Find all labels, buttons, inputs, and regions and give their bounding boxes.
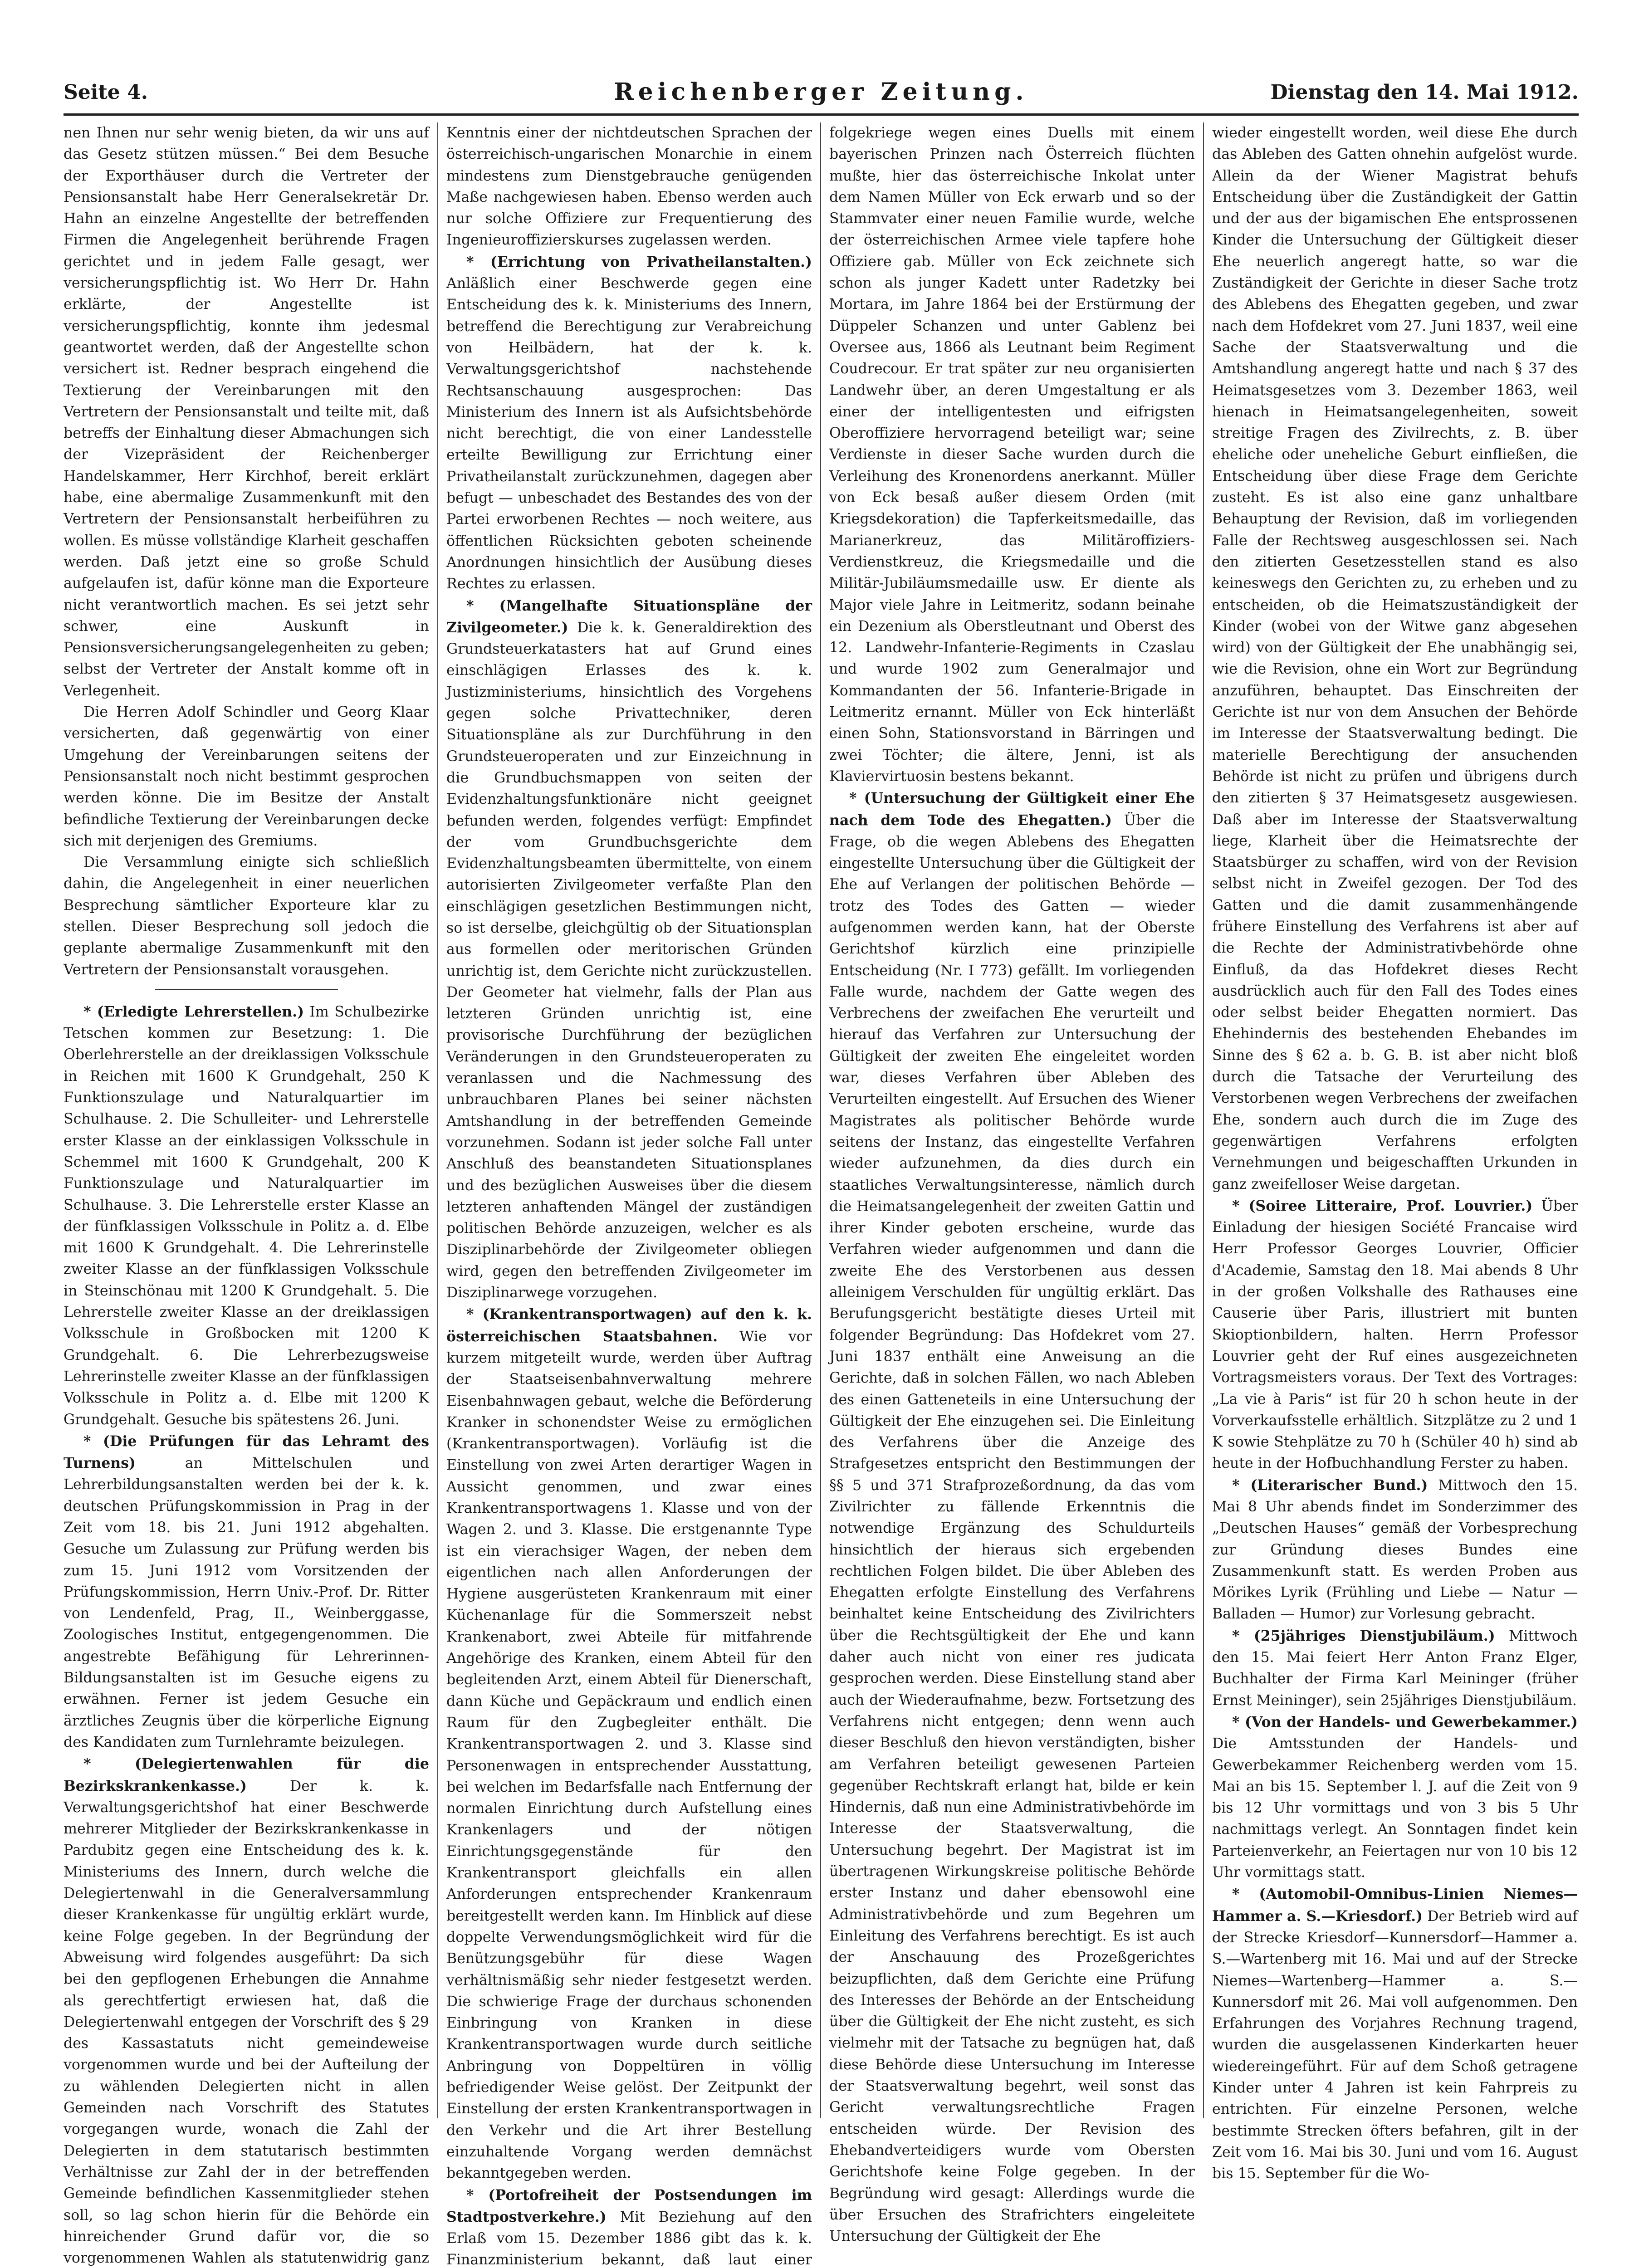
article-body: Mittwoch den 15. Mai 8 Uhr abends findet im Sonderzimmer des „Deutschen Hauses“ gemäß der Vorbesprechung zur Gründung dieses Bundes eine Zusammenkunft statt. Es werden Proben aus Mörikes Lyrik (Frühling und Liebe — Natur — Balladen — Humor) zur Vorlesung gebracht. <box>1212 1477 1578 1623</box>
article-heading: * (25jähriges Dienstjubiläum.) <box>1232 1628 1495 1644</box>
article-heading: * (Soiree Litteraire, Prof. Louvrier.) <box>1232 1198 1532 1214</box>
article-marriage-validity <box>829 787 1195 2247</box>
article-body: Anläßlich einer Beschwerde gegen eine Entscheidung des k. k. Ministeriums des Innern, betreffend die Berechtigung zur Verabreichung von Heilbädern, hat der k. k. Verwaltungsgerichtshof nachstehende Rechtsanschauung ausgesprochen: Das Ministerium des Innern ist als Aufsichtsbehörde nicht berechtigt, die von einer Landesstelle erteilte Bewilligung zur Errichtung einer Privatheilanstalt zurückzunehmen, dagegen aber befugt — unbeschadet des Bestandes des von der Partei erworbenen Rechtes — noch weitere, aus öffentlichen Rücksichten geboten scheinende Anordnungen hinsichtlich der Ausübung dieses Rechtes zu erlassen. <box>446 275 812 592</box>
article-marriage-validity-continued: wieder eingestellt worden, weil diese Ehe durch das Ableben des Gatten ohnehin aufgelöst wurde. Allein da der Wiener Magistrat behufs Entscheidung über die Zuständigkeit der Gattin und der aus der bigamischen Ehe entsprossenen Kinder die Untersuchung der Gültigkeit dieser Ehe neuerlich angeregt hatte, so war die Zuständigkeit der Gerichte in dieser Sache trotz des Ablebens des Ehegatten gegeben, und zwar nach dem Hofdekret vom 27. Juni 1837, weil eine Sache der Staatsverwaltung und die Amtshandlung angeregt hatte und nach § 37 des Heimatsgesetzes vom 3. Dezember 1863, weil hienach in Heimatsangelegenheiten, soweit streitige Fragen des Zivilrechts, z. B. über eheliche oder uneheliche Geburt einfließen, die Entscheidung über diese Frage dem Gerichte zusteht. Es ist also eine ganz unhaltbare Behauptung der Revision, daß im vorliegenden Falle der Rechtsweg ausgeschlossen sei. Nach den zitierten Gesetzesstellen stand es also keineswegs den Gerichten zu, zu erheben und zu entscheiden, ob die Heimatszuständigkeit der Kinder (wobei von der Witwe ganz abgesehen wird) von der Gültigkeit der Ehe unabhängig sei, wie die Revision, ohne ein Wort zur Begründung anzuführen, behauptet. Das Einschreiten der Gerichte ist nur von dem Ansuchen der Behörde im Interesse der Staatsverwaltung bedingt. Die materielle Berechtigung der ansuchenden Behörde ist nicht zu prüfen und übrigens durch den zitierten § 37 Heimatsgesetz ausgewiesen. Daß aber im Interesse der Staatsverwaltung liege, Klarheit über die Heimatsrechte der Staatsbürger zu schaffen, wird von der Revision selbst nicht in Zweifel gezogen. Der Tod des Gatten und die damit zusammenhängende frühere Einstellung des Verfahrens ist aber auf die Rechte der Administrativbehörde ohne Einfluß, da das Hofdekret dieses Recht ausdrücklich auch für den Fall des Todes eines oder selbst beider Ehegatten normiert. Das Ehehindernis des bestehenden Ehebandes im Sinne des § 62 a. b. G. B. ist aber nicht bloß durch die Tatsache der Verurteilung des Verstorbenen wegen Verbrechens der zweifachen Ehe, sondern auch durch die im Zuge des gegenwärtigen Verfahrens erfolgten Vernehmungen und beigeschafften Urkunden in ganz zweifelloser Weise dargetan. <box>1212 122 1578 1195</box>
page-number: Seite 4. <box>64 81 148 104</box>
column-4 <box>1212 122 1578 2118</box>
column-3 <box>829 122 1195 2118</box>
article-pension-continued: nen Ihnen nur sehr wenig bieten, da wir uns auf das Gesetz stützen müssen.“ Bei dem Besuche der Exporthäuser durch die Vertreter der Pensionsanstalt habe Herr Generalsekretär Dr. Hahn an einzelne Angestellte der betreffenden Firmen die Angelegenheit berührende Fragen gerichtet und in jedem Falle gesagt, wer versicherungspflichtig ist. Wo Herr Dr. Hahn erklärte, der Angestellte ist versicherungspflichtig, konnte ihm jedesmal geantwortet werden, daß der Angestellte schon versichert ist. Redner besprach eingehend die Textierung der Vereinbarungen mit den Vertretern der Pensionsanstalt und teilte mit, daß betreffs der Einhaltung dieser Abmachungen sich der Vizepräsident der Reichenberger Handelskammer, Herr Kirchhof, bereit erklärt habe, eine abermalige Zusammenkunft mit den Vertretern der Pensionsanstalt herbeiführen zu wollen. Es müsse vollständige Klarheit geschaffen werden. Daß jetzt eine so große Schuld aufgelaufen ist, dafür könne man die Exporteure nicht verantwortlich machen. Es sei jetzt sehr schwer, eine Auskunft in Pensionsversicherungsangelegenheiten zu geben; selbst der Vertreter der Anstalt komme oft in Verlegenheit. <box>64 122 429 702</box>
article-body: Wie vor kurzem mitgeteilt wurde, werden über Auftrag der Staatseisenbahnverwaltung mehrere Eisenbahnwagen gebaut, welche die Beförderung Kranker in schonendster Weise zu ermöglichen (Krankentransportwagen). Vorläufig ist die Einstellung von zwei Arten derartiger Wagen in Aussicht genommen, und zwar eines Krankentransportwagens 1. Klasse und von der Wagen 2. und 3. Klasse. Die erstgenannte Type ist ein vierachsiger Wagen, der neben dem eigentlichen nach allen Anforderungen der Hygiene ausgerüsteten Krankenraum mit einer Küchenanlage für die Sommerszeit nebst Krankenabort, zwei Abteile für mitfahrende Angehörige des Kranken, einem Abteil für den begleitenden Arzt, einem Abteil für Dienerschaft, dann Küche und Gepäckraum und endlich einen Raum für den Zugbegleiter enthält. Die Krankentransportwagen 2. und 3. Klasse sind Personenwagen in entsprechender Ausstattung, bei welchen im Bedarfsfalle nach Entfernung der normalen Einrichtung durch Aufstellung eines Krankenlagers und der nötigen Einrichtungsgegenstände für den Krankentransport gleichfalls ein allen Anforderungen entsprechender Krankenraum bereitgestellt werden kann. Im Hinblick auf diese doppelte Verwendungsmöglichkeit wird für die Benützungsgebühr für diese Wagen verhältnismäßig sehr nieder festgesetzt werden. Die schwierige Frage der durchaus schonenden Einbringung von Kranken in diese Krankentransportwagen wurde durch seitliche Anbringung von Doppeltüren in völlig befriedigender Weise gelöst. Der Zeitpunkt der Einstellung der ersten Krankentransportwagen in den Verkehr und die Art ihrer Bestellung einzuhaltende Vorgang werden demnächst bekanntgegeben werden. <box>446 1329 812 2182</box>
article-postage-exemption <box>446 2185 812 2268</box>
issue-date: Dienstag den 14. Mai 1912. <box>1270 81 1579 104</box>
article-body: Über Einladung der hiesigen Société Francaise wird Herr Professor Georges Louvrier, Officier d'Academie, Samstag den 18. Mai abends 8 Uhr in der großen Volkshalle des Rathauses eine Causerie über Paris, illustriert mit bunten Skioptionbildern, halten. Herrn Professor Louvrier geht der Ruf eines ausgezeichneten Vortragsmeisters voraus. Der Text des Vortrages: „La vie à Paris“ ist für 20 h schon heute in der Vorverkaufsstelle erhältlich. Sitzplätze zu 2 und 1 K sowie Stehplätze zu 70 h (Schüler 40 h) sind ab heute in der Hofbuchhandlung Ferster zu haben. <box>1212 1198 1578 1472</box>
article-delegate-elections <box>64 1753 429 2268</box>
article-body: Die k. k. Generaldirektion des Grundsteuerkatasters hat auf Grund eines einschlägigen Erlasses des k. k. Justizministeriums, hinsichtlich des Vorgehens gegen solche Privattechniker, deren Situationspläne als zur Durchführung in den Grundsteueroperaten und zur Einzeichnung in die Grundbuchsmappen von seiten der Evidenzhaltungsfunktionäre nicht geeignet befunden werden, folgendes verfügt: Empfindet der vom Grundbuchsgerichte dem Evidenzhaltungsbeamten übermittelte, von einem autorisierten Zivilgeometer verfaßte Plan den einschlägigen gesetzlichen Bestimmungen nicht, so ist derselbe, gleichgültig ob der Situationsplan aus formellen oder meritorischen Gründen unrichtig ist, dem Gerichte nicht zurückzustellen. Der Geometer hat vielmehr, falls der Plan aus letzteren Gründen unrichtig ist, eine provisorische Durchführung der bezüglichen Veränderungen in den Grundsteueroperaten zu veranlassen und die Nachmessung des unbrauchbaren Planes bei seiner nächsten Amtshandlung in der betreffenden Gemeinde vorzunehmen. Sodann ist jeder solche Fall unter Anschluß des beanstandeten Situationsplanes und des bezüglichen Ausweises über die diesem letzteren anhaftenden Mängel der zuständigen politischen Behörde anzuzeigen, welcher es als Disziplinarbehörde der Zivilgeometer obliegen wird, gegen den betreffenden Zivilgeometer im Disziplinarwege vorzugehen. <box>446 620 812 1301</box>
article-heading: * (Von der Handels- und Gewerbekammer.) <box>1232 1714 1578 1730</box>
article-soiree <box>1212 1195 1578 1475</box>
article-heading: * (Automobil-Omnibus-Linien Niemes—Hammer a. S.—Kriesdorf.) <box>1212 1886 1578 1924</box>
article-body: an Mittelschulen und Lehrerbildungsanstalten werden bei der k. k. deutschen Prüfungskommission in Prag in der Zeit vom 18. bis 21. Juni 1912 abgehalten. Gesuche um Zulassung zur Prüfung werden bis zum 15. Juni 1912 vom Vorsitzenden der Prüfungskommission, Herrn Univ.-Prof. Dr. Ritter von Lendenfeld, Prag, II., Weinberggasse, Zoologisches Institut, entgegengenommen. Die angestrebte Befähigung für Lehrerinnen-Bildungsanstalten ist im Gesuche eigens zu erwähnen. Ferner ist jedem Gesuche ein ärztliches Zeugnis über die körperliche Eignung des Kandidaten zum Turnlehramte beizulegen. <box>64 1455 429 1750</box>
newspaper-page <box>64 73 1579 2123</box>
article-paragraph: Die Versammlung einigte sich schließlich dahin, die Angelegenheit in einer neuerlichen Besprechung sämtlicher Exporteure klar zu stellen. Dieser Besprechung soll jedoch die geplante abermalige Zusammenkunft mit den Vertretern der Pensionsanstalt vorausgehen. <box>64 852 429 981</box>
article-ambulance-cars <box>446 1304 812 2184</box>
article-heading: * (Untersuchung der Gültigkeit einer Ehe nach dem Tode des Ehegatten.) <box>829 790 1195 828</box>
article-body: Der Betrieb wird auf der Strecke Kriesdorf—Kunnersdorf—Hammer a. S.—Wartenberg mit 16. Mai und auf der Strecke Niemes—Wartenberg—Hammer a. S.—Kunnersdorf mit 26. Mai voll aufgenommen. Den Erfahrungen des Vorjahres Rechnung tragend, wurden die ausgelassenen Kinderkarten heuer wiedereingeführt. Für auf dem Schoß getragene Kinder unter 4 Jahren ist kein Fahrpreis zu entrichten. Für einzelne Personen, welche bestimmte Strecken öfters befahren, gilt in der Zeit vom 16. Mai bis 30. Juni und vom 16. August bis 15. September für die Wo- <box>1212 1908 1578 2182</box>
article-heading: * (Erledigte Lehrerstellen.) <box>83 1003 304 1020</box>
article-body: Mittwoch den 15. Mai feiert Herr Anton Franz Elger, Buchhalter der Firma Karl Meininger (früher Ernst Meininger), sein 25jähriges Dienstjubiläum. <box>1212 1628 1578 1709</box>
article-private-sanatoria <box>446 251 812 595</box>
column-1 <box>64 122 429 2118</box>
article-heading: * (Delegiertenwahlen für die Bezirkskrankenkasse.) <box>64 1755 429 1794</box>
article-obituary-continued: folgekriege wegen eines Duells mit einem bayerischen Prinzen nach Österreich flüchten mußte, hier das österreichische Inkolat unter dem Namen Müller von Eck erwarb und so der Stammvater einer neuen Familie wurde, welche der österreichischen Armee viele tapfere hohe Offiziere gab. Müller von Eck zeichnete sich schon als junger Kadett unter Radetzky bei Mortara, im Jahre 1864 bei der Erstürmung der Düppeler Schanzen und unter Gablenz bei Oversee aus, 1866 als Leutnant beim Regiment Coudrecour. Er trat später zur neu organisierten Landwehr über, an deren Umgestaltung er als einer der intelligentesten und eifrigsten Oberoffiziere hervorragend beteiligt war; seine Verdienste in dieser Sache wurden durch die Verleihung des Kronenordens anerkannt. Müller von Eck besaß außer diesem Orden (mit Kriegsdekoration) die Tapferkeitsmedaille, das Marianerkreuz, das Militäroffiziers-Verdienstkreuz, die Kriegsmedaille und die Militär-Jubiläumsmedaille usw. Er diente als Major viele Jahre in Leitmeritz, sodann beinahe ein Dezenium als Oberstleutnant und Oberst des 12. Landwehr-Infanterie-Regiments in Czaslau und wurde 1902 zum Generalmajor und Kommandanten der 56. Infanterie-Brigade in Leitmeritz ernannt. Müller von Eck hinterläßt einen Sohn, Stationsvorstand in Bärringen und zwei Töchter; die ältere, Jenni, ist als Klaviervirtuosin bestens bekannt. <box>829 122 1195 787</box>
article-jubilee <box>1212 1625 1578 1711</box>
masthead-title: Reichenberger Zeitung. <box>64 78 1579 106</box>
article-teacher-positions <box>64 1001 429 1431</box>
text-columns <box>64 122 1579 2118</box>
column-rule <box>820 122 821 2118</box>
article-bus-lines <box>1212 1883 1578 2185</box>
article-heading: * (Mangelhafte Situationspläne der Zivilgeometer.) <box>446 597 812 636</box>
article-heading: * (Krankentransportwagen) auf den k. k. österreichischen Staatsbahnen. <box>446 1306 812 1344</box>
article-site-plans <box>446 595 812 1304</box>
page-header <box>64 73 1579 116</box>
article-body: Die Amtsstunden der Handels- und Gewerbekammer Reichenberg werden vom 15. Mai an bis 15. September l. J. auf die Zeit von 9 bis 12 Uhr vormittags und von 3 bis 5 Uhr nachmittags verlegt. An Sonntagen findet kein Parteienverkehr, an Feiertagen nur von 10 bis 12 Uhr vormittags statt. <box>1212 1735 1578 1881</box>
column-2 <box>446 122 812 2118</box>
article-heading: * (Errichtung von Privatheilanstalten.) <box>466 254 812 270</box>
article-body: Mit Beziehung auf den Erlaß vom 15. Dezember 1886 gibt das k. k. Finanzministerium bekannt, daß laut einer <box>446 2209 812 2268</box>
article-body: Der k. k. Verwaltungsgerichtshof hat einer Beschwerde mehrerer Mitglieder der Bezirkskrankenkasse in Pardubitz gegen eine Entscheidung des k. k. Ministeriums des Innern, durch welche die Delegiertenwahl in die Generalversammlung dieser Krankenkasse für ungültig erklärt wurde, keine Folge gegeben. In der Begründung der Abweisung wird folgendes ausgeführt: Da sich bei den gepflogenen Erhebungen die Annahme als gerechtfertigt erwiesen hat, daß die Delegiertenwahl entgegen der Vorschrift des § 29 des Kassastatuts nicht gemeindeweise vorgenommen wurde und bei der Aufteilung der zu wählenden Delegierten nicht in allen Gemeinden nach Vorschrift des Statutes vorgegangen wurde, wonach die Zahl der Delegierten in dem statutarisch bestimmten Verhältnisse zur Zahl der in der betreffenden Gemeinde befindlichen Kassenmitglieder stehen soll, so lag schon hierin für die Behörde ein hinreichender Grund dafür vor, die so vorgenommenen Wahlen als statutenwidrig ganz <box>64 1778 429 2268</box>
article-literary-society <box>1212 1475 1578 1625</box>
article-chamber-hours <box>1212 1711 1578 1883</box>
article-heading: * (Literarischer Bund.) <box>1232 1477 1428 1494</box>
section-divider <box>155 989 338 993</box>
column-rule <box>1203 122 1204 2118</box>
article-heading: * (Die Prüfungen für das Lehramt des Turnens) <box>64 1433 429 1471</box>
article-gym-exams <box>64 1431 429 1753</box>
column-rule <box>437 122 438 2118</box>
article-body: Im Schulbezirke Tetschen kommen zur Besetzung: 1. Die Oberlehrerstelle an der dreiklassigen Volksschule in Reichen mit 1600 K Grundgehalt, 250 K Funktionszulage und Naturalquartier im Schulhause. 2. Die Schulleiter- und Lehrerstelle erster Klasse an der einklassigen Volksschule in Schemmel mit 1600 K Grundgehalt, 200 K Funktionszulage und Naturalquartier im Schulhause. 3. Die Lehrerstelle erster Klasse an der fünfklassigen Volksschule in Politz a. d. Elbe mit 1600 K Grundgehalt. 4. Die Lehrerinstelle zweiter Klasse an der fünfklassigen Volksschule in Steinschönau mit 1200 K Grundgehalt. 5. Die Lehrerstelle zweiter Klasse an der dreiklassigen Volksschule in Großbocken mit 1200 K Grundgehalt. 6. Die Lehrerbezugsweise Lehrerinstelle zweiter Klasse an der fünfklassigen Volksschule in Politz a. d. Elbe mit 1200 K Grundgehalt. Gesuche bis spätestens 26. Juni. <box>64 1004 429 1428</box>
article-engineer-officers-continued: Kenntnis einer der nichtdeutschen Sprachen der österreichisch-ungarischen Monarchie in einem mindestens zum Dienstgebrauche genügenden Maße nachgewiesen haben. Ebenso werden auch nur solche Offiziere zur Frequentierung des Ingenieuroffizierskurses zugelassen werden. <box>446 122 812 251</box>
article-body: Über die Frage, ob die wegen Ablebens des Ehegatten eingestellte Untersuchung über die Gültigkeit der Ehe auf Verlangen der politischen Behörde — trotz des Todes des Gatten — wieder aufgenommen werden kann, hat der Oberste Gerichtshof kürzlich eine prinzipielle Entscheidung (Nr. I 773) gefällt. Im vorliegenden Falle wurde, nachdem der Gatte wegen des Verbrechens der zweifachen Ehe verurteilt und hierauf das Verfahren zur Untersuchung der Gültigkeit der zweiten Ehe eingeleitet worden war, dieses Verfahren über Ableben des Verurteilten eingestellt. Auf Ersuchen des Wiener Magistrates als politischer Behörde wurde seitens der Instanz, das eingestellte Verfahren wieder aufzunehmen, da dies durch ein staatliches Verwaltungsinteresse, nämlich durch die Heimatsangelegenheit der zweiten Gattin und ihrer Kinder geboten erscheine, wurde das Verfahren wieder aufgenommen und dann die zweite Ehe des Verstorbenen aus dessen alleinigem Verschulden für ungültig erklärt. Das Berufungsgericht bestätigte dieses Urteil mit folgender Begründung: Das Hofdekret vom 27. Juni 1837 enthält eine Anweisung an die Gerichte, daß in solchen Fällen, wo nach Ableben des einen Gatteneteils in eine Untersuchung der Gültigkeit der Ehe einzugehen sei. Die Einleitung des Verfahrens über die Anzeige des Strafgesetzes entspricht den Bestimmungen der §§ 5 und 371 Strafprozeßordnung, da das vom Zivilrichter zu fällende Erkenntnis die notwendige Ergänzung des Schuldurteils hinsichtlich der hieraus sich ergebenden rechtlichen Folgen bildet. Die über Ableben des Ehegatten erfolgte Einstellung des Verfahrens beinhaltet keine Entscheidung des Zivilrichters über die Rechtsgültigkeit der Ehe und kann daher auch nicht von einer res judicata gesprochen werden. Diese Einstellung stand aber auch der Wiederaufnahme, bezw. Fortsetzung des Verfahrens nicht entgegen; denn wenn auch dieser Beschluß den hievon verständigten, bisher am Verfahren beteiligt gewesenen Parteien gegenüber Rechtskraft erlangt hat, bilde er kein Hindernis, daß nun eine Administrativbehörde im Interesse der Staatsverwaltung, die Untersuchung begehrt. Der Magistrat ist im übertragenen Wirkungskreise politische Behörde erster Instanz und daher ebensowohl eine Administrativbehörde und zum Begehren um Einleitung des Verfahrens berechtigt. Es ist auch der Anschauung des Prozeßgerichtes beizupflichten, daß dem Gerichte eine Prüfung des Interesses der Behörde an der Entscheidung über die Gültigkeit der Ehe nicht zusteht, es sich vielmehr mit der Tatsache zu begnügen hat, daß diese Behörde diese Untersuchung im Interesse der Staatsverwaltung begehrt, weil sonst das Gericht verwaltungsrechtliche Fragen entscheiden würde. Der Revision des Ehebandverteidigers wurde vom Obersten Gerichtshofe keine Folge gegeben. In der Begründung wird gesagt: Allerdings wurde die über Ersuchen des Strafrichters eingeleitete Untersuchung der Gültigkeit der Ehe <box>829 812 1195 2245</box>
article-paragraph: Die Herren Adolf Schindler und Georg Klaar versicherten, daß gegenwärtig von einer Umgehung der Vereinbarungen seitens der Pensionsanstalt noch nicht bestimmt gesprochen werden könne. Die im Besitze der Anstalt befindliche Textierung der Vereinbarungen decke sich mit derjenigen des Gremiums. <box>64 702 429 852</box>
article-heading: * (Portofreiheit der Postsendungen im Stadtpostverkehre.) <box>446 2187 812 2225</box>
